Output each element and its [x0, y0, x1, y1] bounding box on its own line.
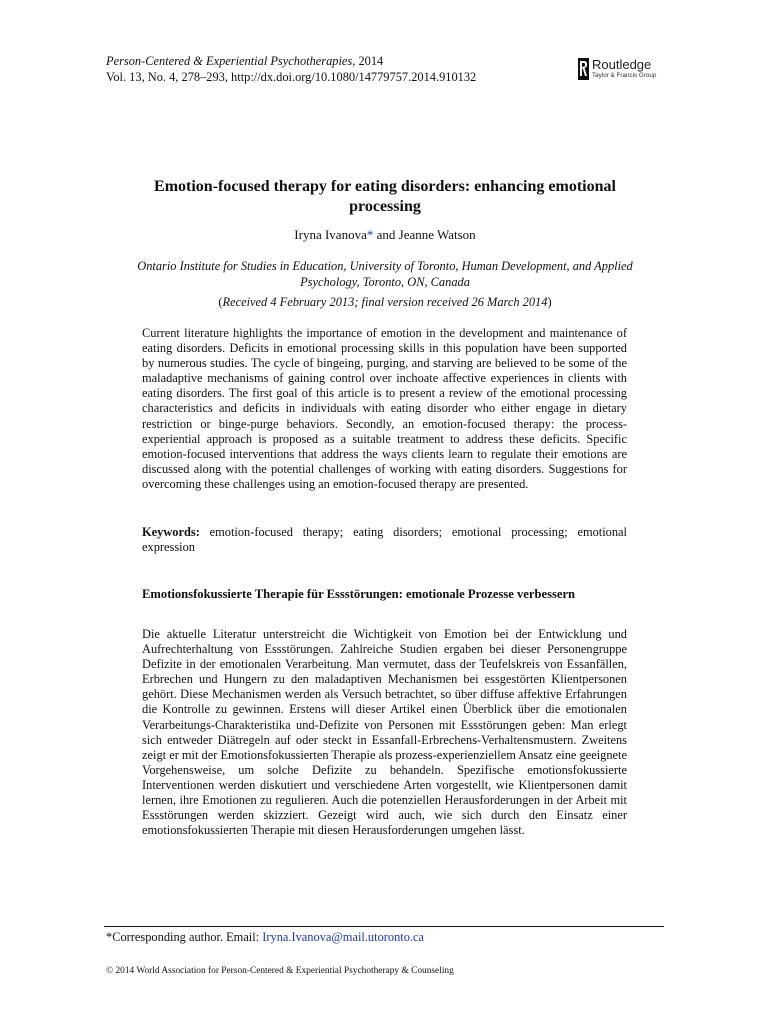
received-text: Received 4 February 2013; final version received 26 March 2014 — [222, 295, 548, 309]
article-title: Emotion-focused therapy for eating disorders: enhancing emotional processing — [154, 178, 616, 215]
abstract: Current literature highlights the importance of emotion in the development and maintenance of eating disorders. Deficits in emotional processing skills in this population have been supported by numerous studies. The cycle of bingeing, purging, and starving are believed to be some of the maladaptive mechanisms of gaining control over inchoate affective experiences in clients with eating disorders. The first goal of this article is to present a review of the emotional processing characteristics and deficits in individuals with eating disorder who either engage in dietary restriction or binge-purge behaviors. Secondly, an emotion-focused therapy: the process-experiential approach is proposed as a suitable treatment to address these deficits. Specific emotion-focused interventions that address the ways clients learn to regulate their emotions are discussed along with the potential challenges of working with eating disorders. Suggestions for overcoming these challenges using an emotion-focused therapy are presented. — [142, 326, 627, 491]
journal-title-line — [106, 54, 546, 70]
author-secondary: and Jeanne Watson — [373, 227, 476, 242]
email-link[interactable]: Iryna.Ivanova@mail.utoronto.ca — [262, 930, 425, 944]
copyright: © 2014 World Association for Person-Centered & Experiential Psychotherapy & Counseling — [106, 966, 454, 976]
routledge-logo-icon — [578, 58, 589, 80]
keywords-label: Keywords: — [142, 525, 200, 539]
german-abstract: Die aktuelle Literatur unterstreicht die Wichtigkeit von Emotion bei der Entwicklung und Aufrechterhaltung von Essstörungen. Zahlreiche Studien ergaben bei dieser Personengruppe Defizite in der emotionalen Verarbeitung. Man vermutet, dass der Teufelskreis von Essanfällen, Erbrechen und Hungern zu den maladaptiven Mechanismen bei essgestörten Klientpersonen gehört. Diese Mechanismen werden als Versuch betrachtet, so über diffuse affektive Erfahrungen die Kontrolle zu gewinnen. Erstens will dieser Artikel einen Überblick über die emotionalen Verarbeitungs-Charakteristika und-Defizite von Personen mit Essstörungen geben: Man erlegt sich entweder Diätregeln auf oder steckt in Essanfall-Erbrechens-Verhaltensmustern. Zweitens zeigt er mit der Emotionsfokussierten Therapie als prozess-experienziellem Ansatz eine geeignete Vorgehensweise, um solche Defizite zu behandeln. Spezifische emotionsfokussierte Interventionen werden diskutiert und verschiedene Arten vorgestellt, wie Klientpersonen damit lernen, ihre Emotionen zu regulieren. Auch die potenziellen Herausforderungen in der Arbeit mit Essstörungen werden skizziert. Gezeigt wird auch, wie sich durch den Einsatz einer emotionsfokussierten Therapie mit diesen Herausforderungen umgehen lässt. — [142, 627, 627, 838]
affiliation: Ontario Institute for Studies in Education, University of Toronto, Human Development, and Applied Psychology, Toronto, ON, Canada — [137, 259, 633, 289]
authors — [106, 227, 664, 243]
footnote-label: *Corresponding author. Email: — [106, 930, 263, 944]
journal-name: Person-Centered & Experiential Psychotherapies — [106, 54, 353, 68]
publisher-logo — [578, 57, 688, 85]
footnote-divider — [104, 926, 664, 927]
keywords-list: emotion-focused therapy; eating disorders; emotional processing; emotional expression — [142, 525, 627, 555]
journal-year: , 2014 — [352, 54, 384, 68]
received-close: ) — [547, 295, 552, 309]
journal-header — [106, 54, 546, 85]
journal-citation: Vol. 13, No. 4, 278–293, http://dx.doi.org/10.1080/14779757.2014.910132 — [106, 69, 477, 84]
keywords — [142, 525, 627, 555]
received-open: ( — [218, 295, 223, 309]
publisher-group: Taylor & Francis Group — [592, 72, 657, 79]
corresponding-author-link[interactable]: * — [366, 227, 374, 242]
german-title: Emotionsfokussierte Therapie für Essstörungen: emotionale Prozesse verbessern — [142, 587, 576, 601]
publisher-name: Routledge — [592, 57, 652, 72]
footnote — [106, 929, 666, 945]
author-primary: Iryna Ivanova — [294, 227, 367, 242]
received-dates — [106, 295, 664, 311]
